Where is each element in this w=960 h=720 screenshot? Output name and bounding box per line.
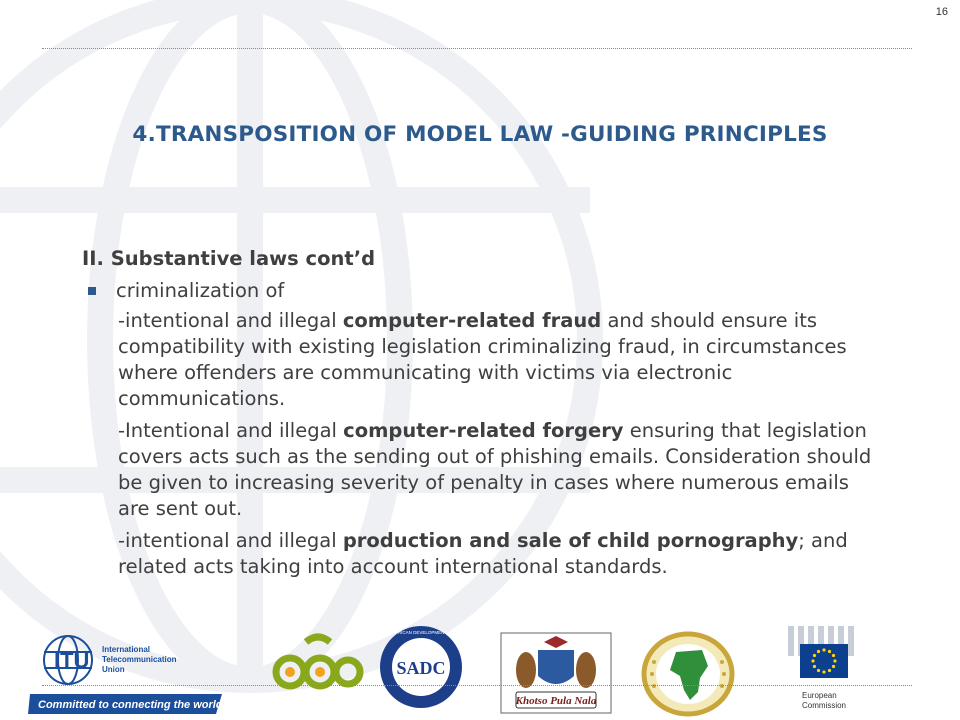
eu-star-icon [813, 665, 816, 668]
top-divider [42, 48, 912, 49]
khotso-motto-text: Khotso Pula Nala [515, 695, 597, 707]
paragraph-text: -Intentional and illegal [118, 419, 344, 442]
slide-title: 4.TRANSPOSITION OF MODEL LAW -GUIDING PRINCIPLES [132, 122, 828, 147]
itu-name-line-3: Union [102, 665, 125, 674]
paragraph-list [82, 308, 882, 580]
itu-logo-text: ITU [54, 648, 90, 673]
eu-star-icon [828, 669, 831, 672]
paragraph-text: -intentional and illegal [118, 309, 343, 332]
eu-star-icon [832, 654, 835, 657]
itu-logo [28, 622, 228, 717]
bullet-text: criminalization of [116, 279, 285, 302]
eu-star-icon [817, 650, 820, 653]
eu-star-icon [811, 659, 814, 662]
eu-star-icon [833, 659, 836, 662]
ec-caption-line-2: Commission [802, 701, 847, 710]
eu-star-icon [813, 654, 816, 657]
paragraph-text: ; and related acts taking into account international standards. [118, 529, 848, 578]
square-bullet-icon [88, 287, 96, 295]
itu-name-line-1: International [102, 645, 151, 654]
sadc-ring-text: SOUTHERN AFRICAN DEVELOPMENT COMMUNITY [365, 630, 477, 635]
itu-tagline: Committed to connecting the world [38, 699, 223, 711]
paragraph-text: -intentional and illegal [118, 529, 343, 552]
page-number: 16 [935, 6, 948, 18]
eu-star-icon [828, 650, 831, 653]
eu-star-icon [817, 669, 820, 672]
ec-caption-line-1: European [802, 691, 837, 700]
sadc-logo-text: SADC [396, 658, 446, 678]
itu-name-line-2: Telecommunication [102, 655, 177, 664]
emphasized-term: production and sale of child pornography [342, 529, 799, 552]
bullet-item [82, 278, 882, 304]
european-commission-logo [776, 626, 866, 718]
emphasized-term: computer-related fraud [342, 309, 602, 332]
paragraph-text: and should ensure its compatibility with existing legislation criminalizing fraud, in circumstances where offenders are communicating with victims via electronic communications. [118, 309, 847, 410]
paragraph-text: ensuring that legislation covers acts such as the sending out of phishing emails. Consideration should be given to increasing severity of penalty in cases where numerous emails are sent out. [118, 419, 872, 520]
footer-logos [0, 610, 960, 720]
eu-star-icon [832, 665, 835, 668]
african-union-emblem [640, 632, 736, 716]
sadc-logo [365, 624, 477, 710]
body-paragraph-2 [118, 418, 882, 522]
bottom-divider [42, 685, 912, 686]
eu-star-icon [822, 648, 825, 651]
body-paragraph-1 [118, 308, 882, 412]
body-paragraph-3 [118, 528, 882, 580]
khotso-coat-of-arms [500, 632, 612, 714]
emphasized-term: computer-related forgery [343, 419, 624, 442]
section-heading: II. Substantive laws cont’d [82, 247, 376, 270]
eu-star-icon [822, 670, 825, 673]
ecp-logo [270, 630, 365, 700]
slide-body [82, 246, 882, 586]
